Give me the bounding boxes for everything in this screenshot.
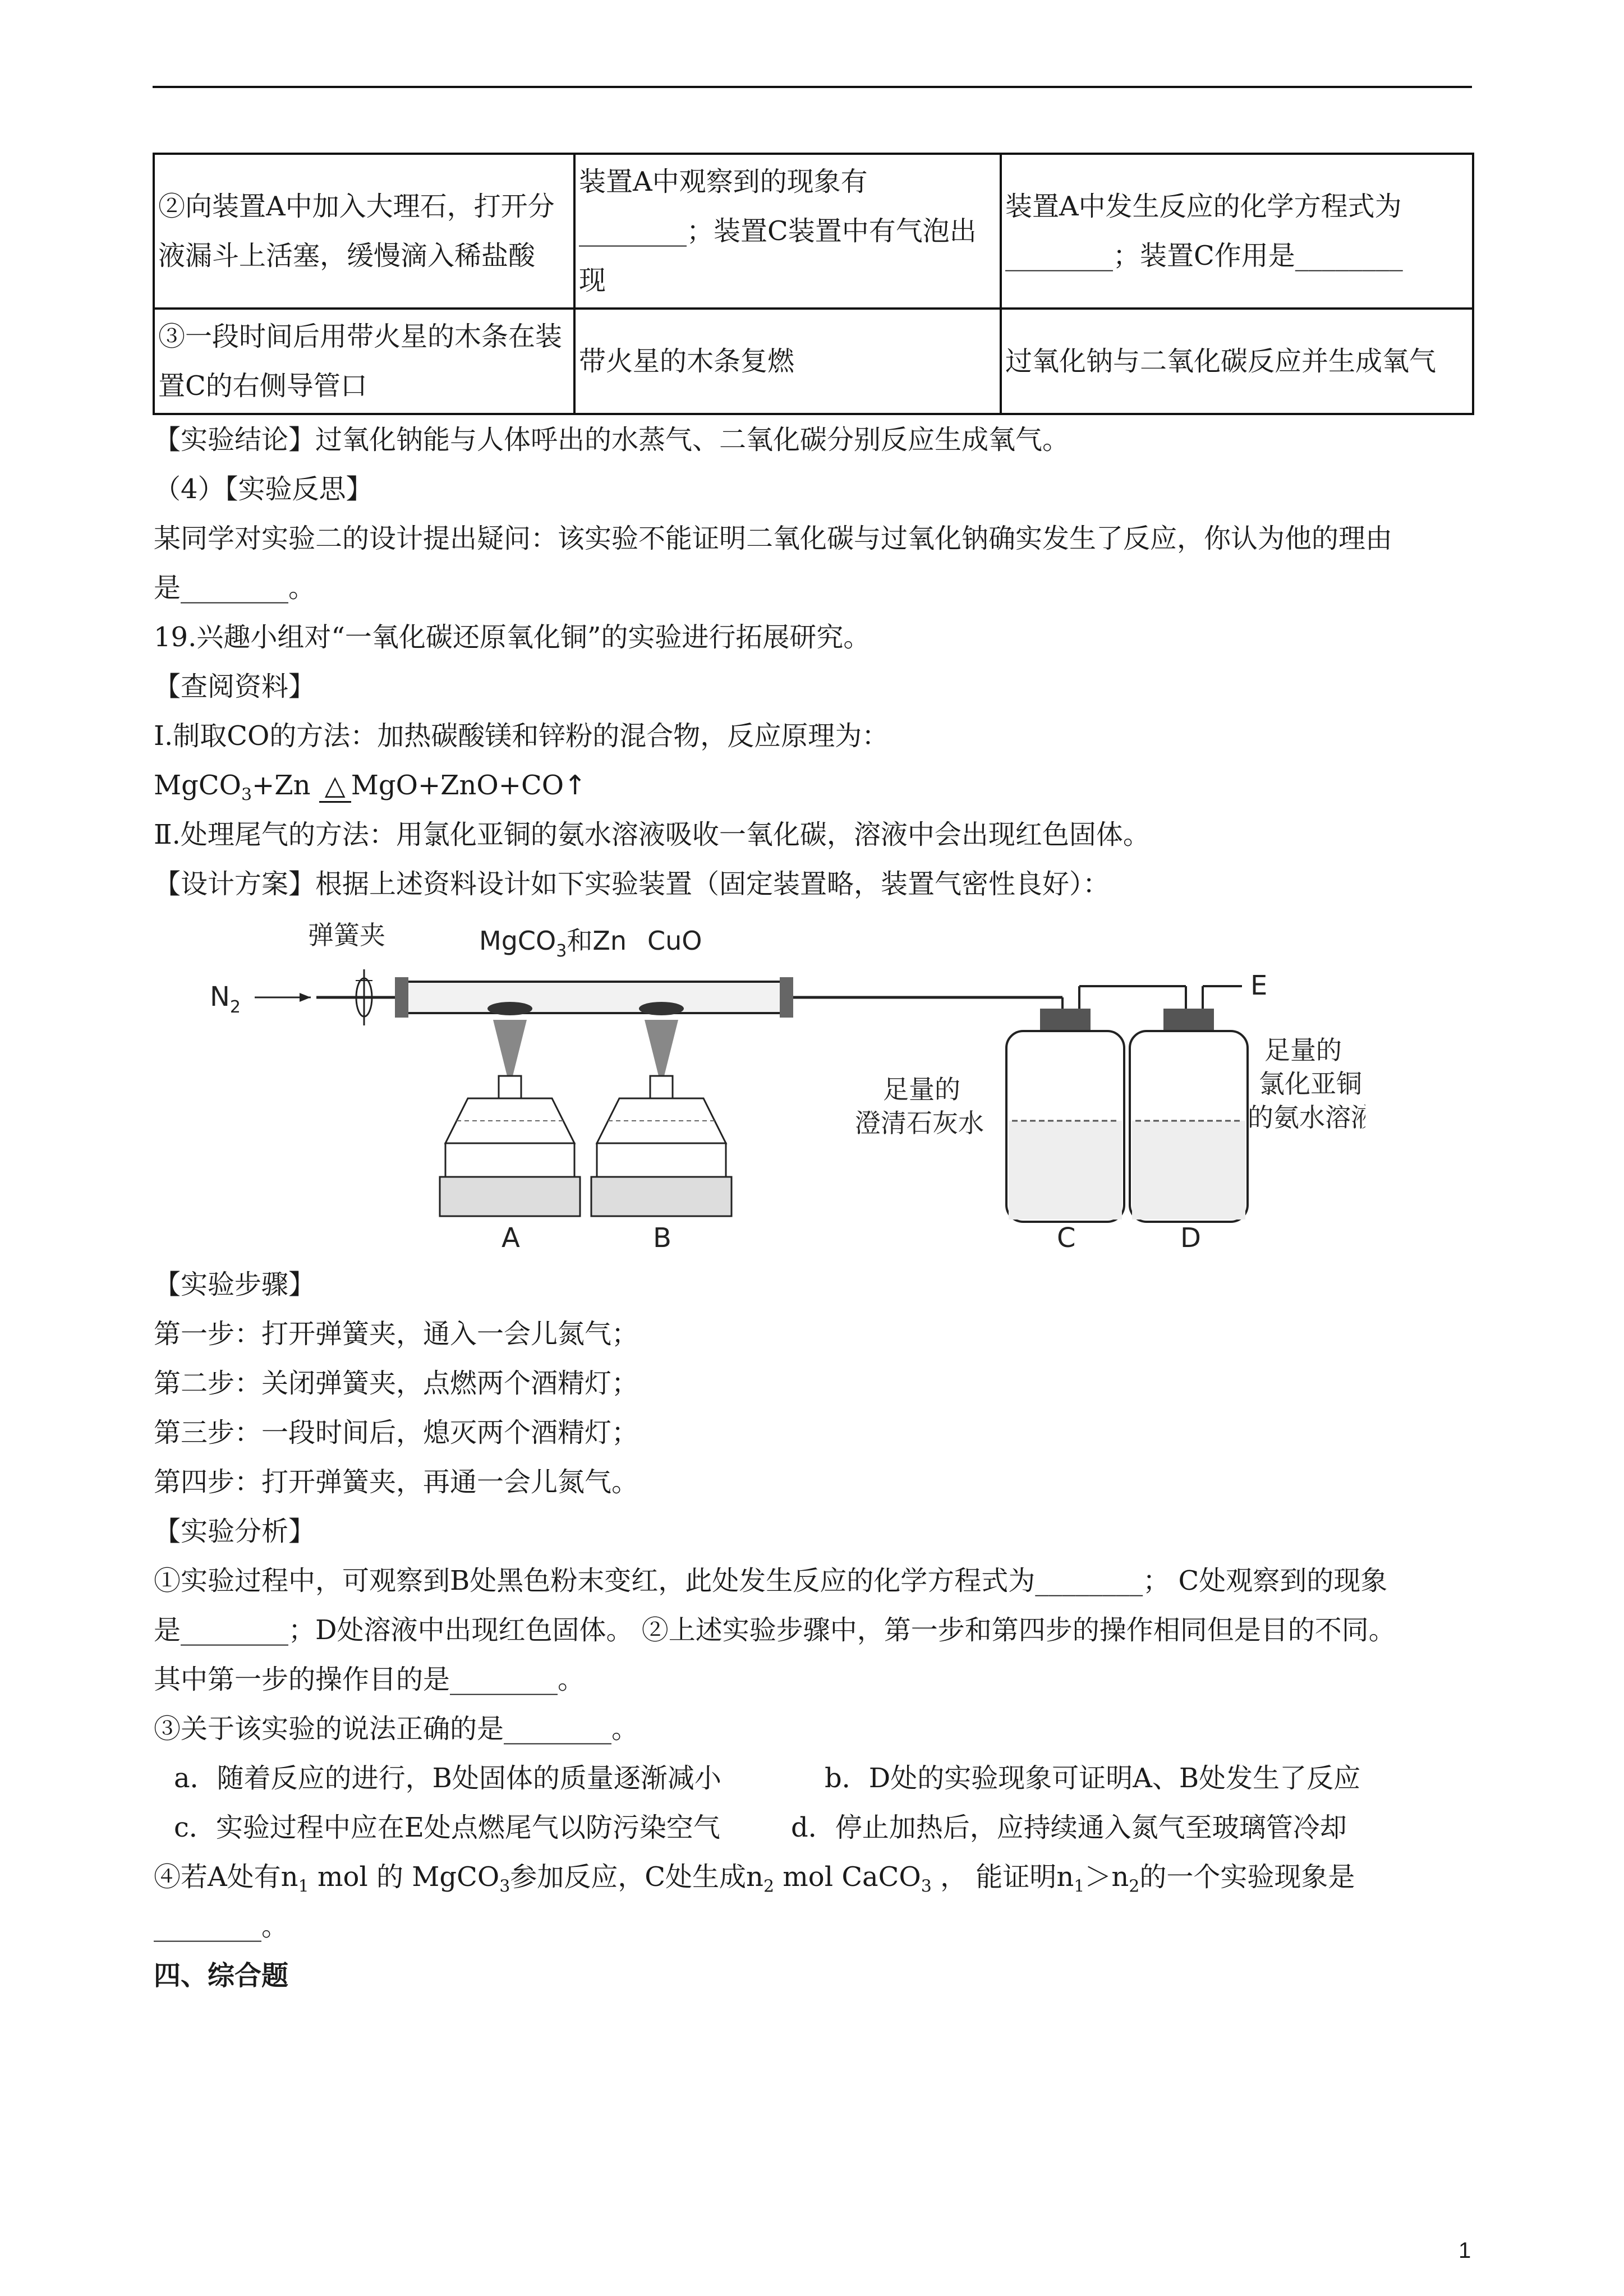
apparatus-diagram xyxy=(187,919,1365,1250)
analysis-line-6: ________。 xyxy=(154,1911,289,1942)
eq-lhs: MgCO xyxy=(154,770,241,801)
gas-arrow-icon: ↑ xyxy=(564,770,587,801)
reagent-2-label: CuO xyxy=(647,926,702,956)
c-note-1: 足量的 xyxy=(883,1074,960,1105)
a5-part: mol CaCO xyxy=(774,1861,921,1893)
e-label: E xyxy=(1250,970,1268,1001)
eq-lhs-b: +Zn xyxy=(252,770,311,801)
table-cell-conclusion: 装置A中发生反应的化学方程式为________；装置C作用是________ xyxy=(1001,154,1473,309)
table-cell-step: ②向装置A中加入大理石，打开分液漏斗上活塞，缓慢滴入稀盐酸 xyxy=(154,154,574,309)
step-1: 第一步：打开弹簧夹，通入一会儿氮气； xyxy=(154,1318,639,1350)
info-line-2: Ⅱ.处理尾气的方法：用氯化亚铜的氨水溶液吸收一氧化碳，溶液中会出现红色固体。 xyxy=(154,819,1150,850)
step-4: 第四步：打开弹簧夹，再通一会儿氮气。 xyxy=(154,1466,639,1498)
a5-part: ， 能证明n xyxy=(931,1861,1074,1893)
label-a: A xyxy=(502,1222,520,1250)
label-d: D xyxy=(1180,1222,1201,1250)
design-line: 【设计方案】根据上述资料设计如下实验装置（固定装置略，装置气密性良好）： xyxy=(154,868,1110,900)
table-cell-conclusion: 过氧化钠与二氧化碳反应并生成氧气 xyxy=(1001,309,1473,414)
option-b: b．D处的实验现象可证明A、B处发生了反应 xyxy=(825,1763,1361,1794)
glass-tube xyxy=(401,982,788,1013)
option-d: d．停止加热后，应持续通入氮气至玻璃管冷却 xyxy=(791,1812,1347,1843)
reaction-equation xyxy=(154,761,1472,810)
n2-label: $N_2$ xyxy=(210,981,241,1017)
a5-sub: 2 xyxy=(1129,1876,1140,1897)
reagent-1-label: MgCO$_3$和Zn xyxy=(479,926,627,961)
a5-part: ④若A处有n xyxy=(154,1861,298,1893)
analysis-line-5 xyxy=(154,1852,1472,1902)
a5-sub: 3 xyxy=(499,1876,510,1897)
flame-a-icon xyxy=(493,1020,527,1076)
table-row xyxy=(154,154,1473,309)
label-c: C xyxy=(1057,1222,1076,1250)
bottle-c xyxy=(1006,1009,1124,1222)
a5-part: mol 的 MgCO xyxy=(309,1861,500,1893)
n2-arrow-head-icon xyxy=(300,993,311,1002)
question-19: 19.兴趣小组对“一氧化碳还原氧化铜”的实验进行拓展研究。 xyxy=(154,622,871,653)
step-3: 第三步：一段时间后，熄灭两个酒精灯； xyxy=(154,1417,639,1448)
bottle-d xyxy=(1130,1009,1248,1222)
table-row xyxy=(154,309,1473,414)
alcohol-lamp-b xyxy=(591,1076,732,1216)
page-number: 1 xyxy=(1459,2238,1471,2263)
reflect-line-1: 某同学对实验二的设计提出疑问：该实验不能证明二氧化碳与过氧化钠确实发生了反应，你认为他的理由 xyxy=(154,523,1393,554)
left-stopper xyxy=(395,977,408,1018)
option-c: c．实验过程中应在E处点燃尾气以防污染空气 xyxy=(174,1812,720,1843)
options-row-2 xyxy=(154,1803,1472,1852)
table-cell-phenomenon: 带火星的木条复燃 xyxy=(574,309,1001,414)
experiment-table xyxy=(153,153,1474,415)
lookup-heading: 【查阅资料】 xyxy=(154,671,316,702)
right-stopper xyxy=(780,977,793,1018)
a5-sub: 1 xyxy=(298,1876,309,1897)
step-2: 第二步：关闭弹簧夹，点燃两个酒精灯； xyxy=(154,1368,639,1399)
alcohol-lamp-a xyxy=(440,1076,580,1216)
heat-condition-icon: △ xyxy=(319,770,351,803)
reagent-2-powder xyxy=(639,1002,684,1015)
info-line-1: Ⅰ.制取CO的方法：加热碳酸镁和锌粉的混合物，反应原理为： xyxy=(154,720,889,752)
reflect-line-2: 是________。 xyxy=(154,572,316,604)
d-note-1: 足量的 xyxy=(1264,1035,1342,1065)
section-heading: 四、综合题 xyxy=(154,1960,289,1991)
page-content xyxy=(154,153,1472,2000)
d-note-3: 的氨水溶液 xyxy=(1248,1102,1365,1133)
a5-sub: 1 xyxy=(1074,1876,1085,1897)
d-note-2: 氯化亚铜 xyxy=(1259,1069,1362,1099)
label-b: B xyxy=(653,1222,671,1250)
a5-sub: 2 xyxy=(763,1876,775,1897)
flame-b-icon xyxy=(645,1020,678,1076)
a5-part: 参加反应，C处生成n xyxy=(510,1861,763,1893)
c-note-2: 澄清石灰水 xyxy=(855,1108,984,1138)
eq-rhs: MgO+ZnO+CO xyxy=(351,770,564,801)
apparatus-figure xyxy=(187,919,1365,1250)
analysis-heading: 【实验分析】 xyxy=(154,1516,316,1547)
table-cell-phenomenon: 装置A中观察到的现象有________；装置C装置中有气泡出现 xyxy=(574,154,1001,309)
analysis-line-4: ③关于该实验的说法正确的是________。 xyxy=(154,1713,639,1745)
header-rule xyxy=(153,86,1472,88)
reagent-1-powder xyxy=(487,1002,532,1015)
analysis-line-3: 其中第一步的操作目的是________。 xyxy=(154,1664,585,1695)
option-a: a．随着反应的进行，B处固体的质量逐渐减小 xyxy=(174,1763,721,1794)
analysis-line-2: 是________；D处溶液中出现红色固体。 ②上述实验步骤中，第一步和第四步的操作相同但是目的不同。 xyxy=(154,1614,1396,1646)
steps-heading: 【实验步骤】 xyxy=(154,1269,316,1300)
eq-lhs-sub: 3 xyxy=(241,785,252,805)
clip-label: 弹簧夹 xyxy=(308,920,385,950)
options-row-1 xyxy=(154,1754,1472,1803)
a5-sub: 3 xyxy=(921,1876,932,1897)
analysis-line-1: ①实验过程中，可观察到B处黑色粉末变红，此处发生反应的化学方程式为________； C处观察到的现象 xyxy=(154,1565,1388,1596)
conclusion-line: 【实验结论】过氧化钠能与人体呼出的水蒸气、二氧化碳分别反应生成氧气。 xyxy=(154,424,1070,455)
a5-part: ＞n xyxy=(1084,1861,1129,1893)
a5-part: 的一个实验现象是 xyxy=(1139,1861,1355,1893)
table-cell-step: ③一段时间后用带火星的木条在装置C的右侧导管口 xyxy=(154,309,574,414)
reflect-heading: （4）【实验反思】 xyxy=(154,473,373,505)
